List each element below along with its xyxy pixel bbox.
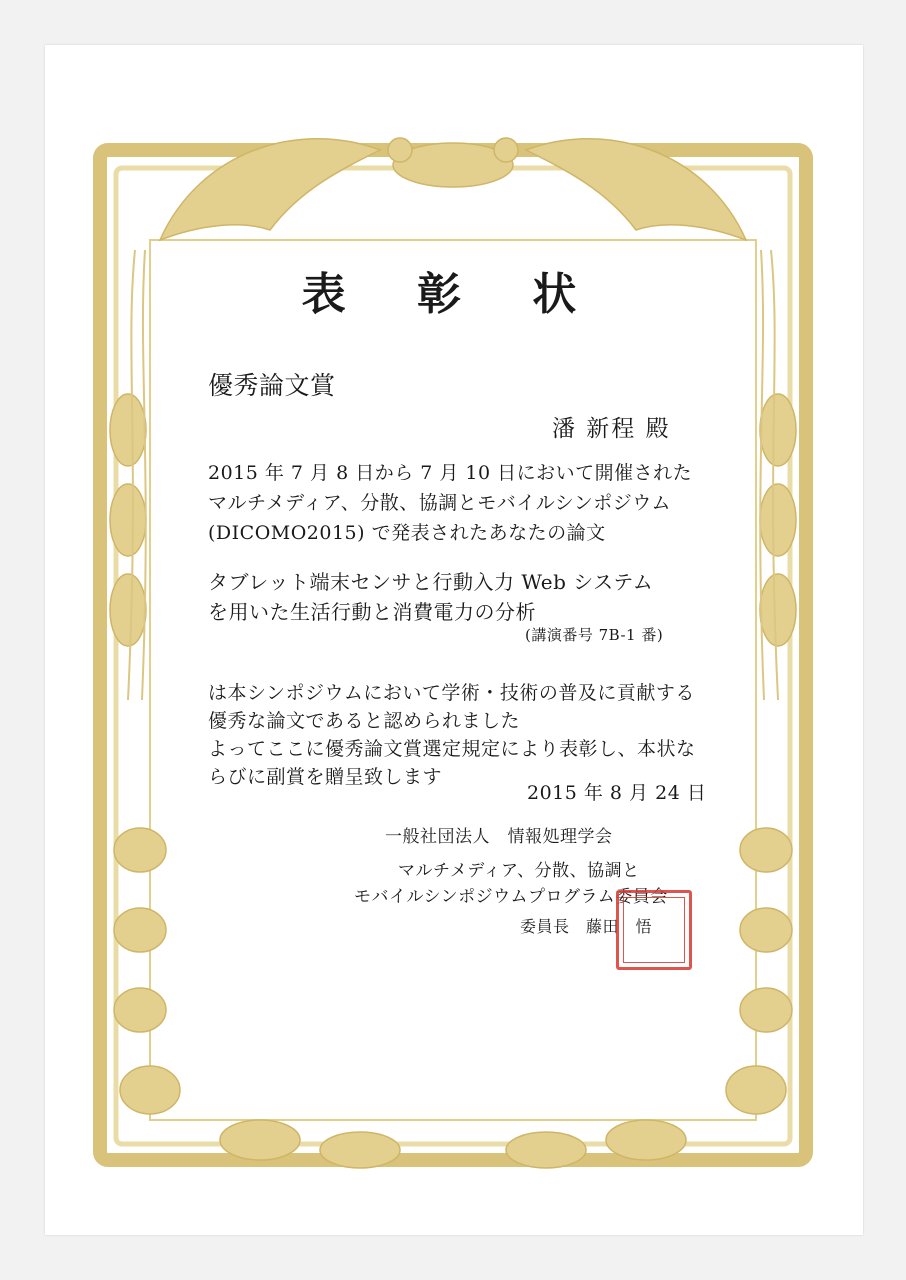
certificate-title: 表 彰 状 xyxy=(301,269,605,320)
red-seal-stamp xyxy=(616,890,692,970)
phoenix-ornament xyxy=(160,138,746,240)
paper-title-line: タブレット端末センサと行動入力 Web システム xyxy=(208,570,654,594)
paper-title-line: を用いた生活行動と消費電力の分析 xyxy=(208,600,536,624)
committee-line-1: マルチメディア、分散、協調と xyxy=(398,861,640,881)
intro-line: マルチメディア、分散、協調とモバイルシンポジウム xyxy=(208,492,672,514)
citation-line: は本シンポジウムにおいて学術・技術の普及に貢献する xyxy=(208,682,695,704)
citation-line: 優秀な論文であると認められました xyxy=(208,710,521,732)
committee-line-2: モバイルシンポジウムプログラム委員会 xyxy=(354,887,668,907)
committee-chair: 委員長 藤田 悟 xyxy=(520,917,653,936)
award-name: 優秀論文賞 xyxy=(208,371,336,400)
award-date: 2015 年 8 月 24 日 xyxy=(527,782,707,804)
organization-name: 一般社団法人 情報処理学会 xyxy=(385,827,613,847)
citation-line: らびに副賞を贈呈致します xyxy=(208,766,443,788)
lecture-number: (講演番号 7B-1 番) xyxy=(525,626,664,644)
intro-line: 2015 年 7 月 8 日から 7 月 10 日において開催された xyxy=(208,462,693,484)
recipient-name: 潘 新程 殿 xyxy=(552,416,671,442)
intro-line: (DICOMO2015) で発表されたあなたの論文 xyxy=(208,522,606,544)
seal-inner-border xyxy=(623,897,685,963)
citation-line: よってここに優秀論文賞選定規定により表彰し、本状な xyxy=(208,738,696,760)
